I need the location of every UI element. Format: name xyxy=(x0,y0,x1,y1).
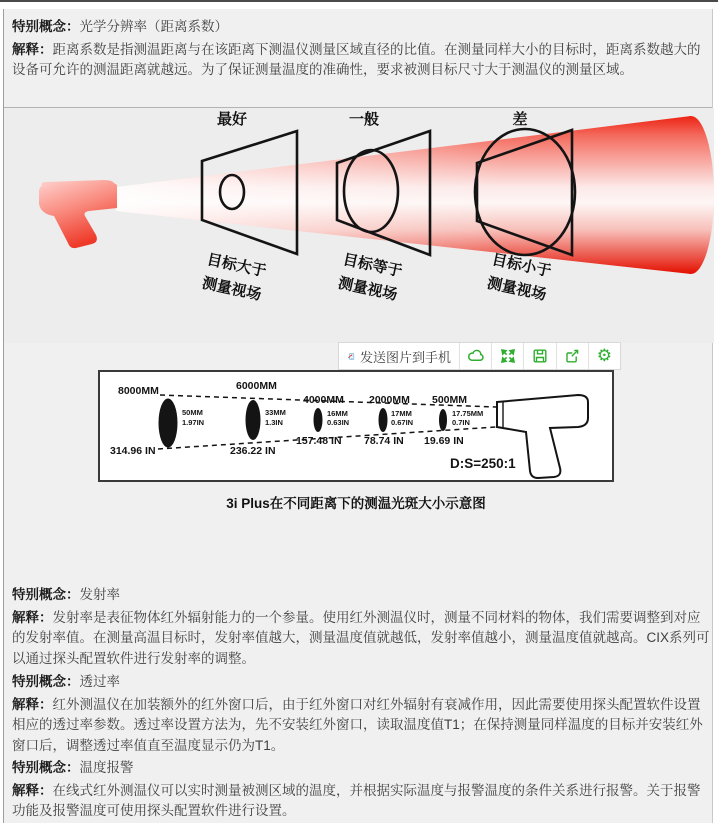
explain-text: 在线式红外测温仪可以实时测量被测区域的温度，并根据实际温度与报警温度的条件关系进行报警。关于报警功能及报警温度可使用探头配置软件进行设置。 xyxy=(12,782,701,818)
send-to-phone-button[interactable] xyxy=(339,343,459,369)
svg-text:目标等于: 目标等于 xyxy=(341,251,404,281)
content-panel xyxy=(3,9,713,823)
explain-label: 解释： xyxy=(12,782,53,798)
svg-text:33MM: 33MM xyxy=(265,408,286,417)
explain-label: 解释： xyxy=(12,609,53,625)
ds-ratio-label: D:S=250:1 xyxy=(450,456,516,471)
share-button[interactable] xyxy=(556,343,588,369)
svg-text:1.97IN: 1.97IN xyxy=(182,418,205,427)
fullscreen-button[interactable] xyxy=(491,343,523,369)
concept-value: 发射率 xyxy=(79,587,120,602)
svg-text:8000MM: 8000MM xyxy=(118,385,159,397)
concept-explanation xyxy=(12,781,710,822)
spot-size-labels xyxy=(182,408,483,427)
svg-text:测量视场: 测量视场 xyxy=(200,274,263,304)
spot-size-svg xyxy=(100,372,612,480)
concept-title xyxy=(12,758,710,779)
grade-label-poor: 差 xyxy=(512,111,528,128)
concept-label: 特别概念： xyxy=(12,587,80,602)
section-emissivity xyxy=(12,585,710,669)
concept-value: 温度报警 xyxy=(79,760,134,775)
section-optical-resolution xyxy=(12,17,710,81)
concept-title xyxy=(12,585,710,606)
grade-label-best: 最好 xyxy=(216,111,248,128)
svg-text:0.67IN: 0.67IN xyxy=(391,418,414,427)
concept-label: 特别概念： xyxy=(12,760,80,775)
caption-general xyxy=(336,250,403,304)
cloud-upload-button[interactable] xyxy=(459,343,491,369)
svg-text:236.22 IN: 236.22 IN xyxy=(230,445,276,457)
concept-explanation xyxy=(12,608,710,670)
caption-best xyxy=(200,251,267,304)
svg-text:测量视场: 测量视场 xyxy=(336,274,399,304)
fullscreen-icon xyxy=(500,348,516,364)
explain-label: 解释： xyxy=(12,41,53,57)
section-temperature-alarm xyxy=(12,758,710,822)
beam-diagram-svg xyxy=(4,108,714,343)
svg-text:16MM: 16MM xyxy=(327,409,348,418)
svg-text:目标大于: 目标大于 xyxy=(205,251,268,281)
svg-text:19.69 IN: 19.69 IN xyxy=(424,435,464,447)
share-icon xyxy=(564,348,580,364)
svg-text:4000MM: 4000MM xyxy=(303,394,344,406)
svg-text:500MM: 500MM xyxy=(432,394,468,406)
svg-text:目标小于: 目标小于 xyxy=(490,251,553,281)
concept-explanation xyxy=(12,40,710,81)
svg-text:测量视场: 测量视场 xyxy=(485,274,548,304)
spot-size-diagram xyxy=(98,370,614,482)
explain-label: 解释： xyxy=(12,696,53,712)
svg-text:157.48 IN: 157.48 IN xyxy=(296,435,342,447)
caption-poor xyxy=(485,251,552,304)
svg-text:6000MM: 6000MM xyxy=(236,380,277,392)
save-button[interactable] xyxy=(523,343,555,369)
svg-text:314.96 IN: 314.96 IN xyxy=(110,445,156,457)
concept-explanation xyxy=(12,695,710,757)
concept-title xyxy=(12,17,710,38)
spot-diagram-caption: 3i Plus在不同距离下的测温光斑大小示意图 xyxy=(226,496,486,511)
concept-label: 特别概念： xyxy=(12,674,80,689)
svg-text:2000MM: 2000MM xyxy=(369,394,410,406)
image-toolbar xyxy=(338,342,621,370)
svg-text:17MM: 17MM xyxy=(391,409,412,418)
concept-title xyxy=(12,672,710,693)
send-to-phone-icon xyxy=(347,348,355,365)
svg-text:50MM: 50MM xyxy=(182,408,203,417)
settings-icon: ⚙ xyxy=(596,345,612,366)
concept-value: 光学分辨率（距离系数） xyxy=(79,19,228,34)
svg-text:17.75MM: 17.75MM xyxy=(452,409,484,418)
svg-text:1.3IN: 1.3IN xyxy=(265,418,283,427)
save-icon xyxy=(532,348,548,364)
settings-button[interactable] xyxy=(588,343,620,369)
svg-text:0.7IN: 0.7IN xyxy=(452,418,470,427)
concept-value: 透过率 xyxy=(79,674,120,689)
thermometer-gun-icon xyxy=(39,180,117,248)
cloud-icon xyxy=(467,348,485,364)
explain-text: 发射率是表征物体红外辐射能力的一个参量。使用红外测温仪时，测量不同材料的物体，我们需要调整到对应的发射率值。在测量高温目标时，发射率值越大，测量温度值就越低，发射率值越小，测量温度值就越高。CIX系列可以通过探头配置软件进行发射率的调整。 xyxy=(12,609,710,666)
section-transmittance xyxy=(12,672,710,756)
explain-text: 距离系数是指测温距离与在该距离下测温仪测量区域直径的比值。在测量同样大小的目标时，距离系数越大的设备可允许的测温距离就越远。为了保证测量温度的准确性，要求被测目标尺寸大于测温仪的测量区域。 xyxy=(12,41,701,77)
concept-label: 特别概念： xyxy=(12,19,80,34)
beam-diagram-image xyxy=(4,108,714,343)
grade-label-general: 一般 xyxy=(348,111,380,128)
top-border-line xyxy=(0,0,718,2)
send-to-phone-label: 发送图片到手机 xyxy=(359,349,451,365)
svg-text:78.74 IN: 78.74 IN xyxy=(364,435,404,447)
svg-text:0.63IN: 0.63IN xyxy=(327,418,350,427)
explain-text: 红外测温仪在加装额外的红外窗口后，由于红外窗口对红外辐射有衰减作用，因此需要使用探头配置软件设置相应的透过率参数。透过率设置方法为，先不安装红外窗口，读取温度值T1；在保持测量同样温度的目标并安装红外窗口后，调整透过率值直至温度显示仍为T1。 xyxy=(12,696,703,753)
